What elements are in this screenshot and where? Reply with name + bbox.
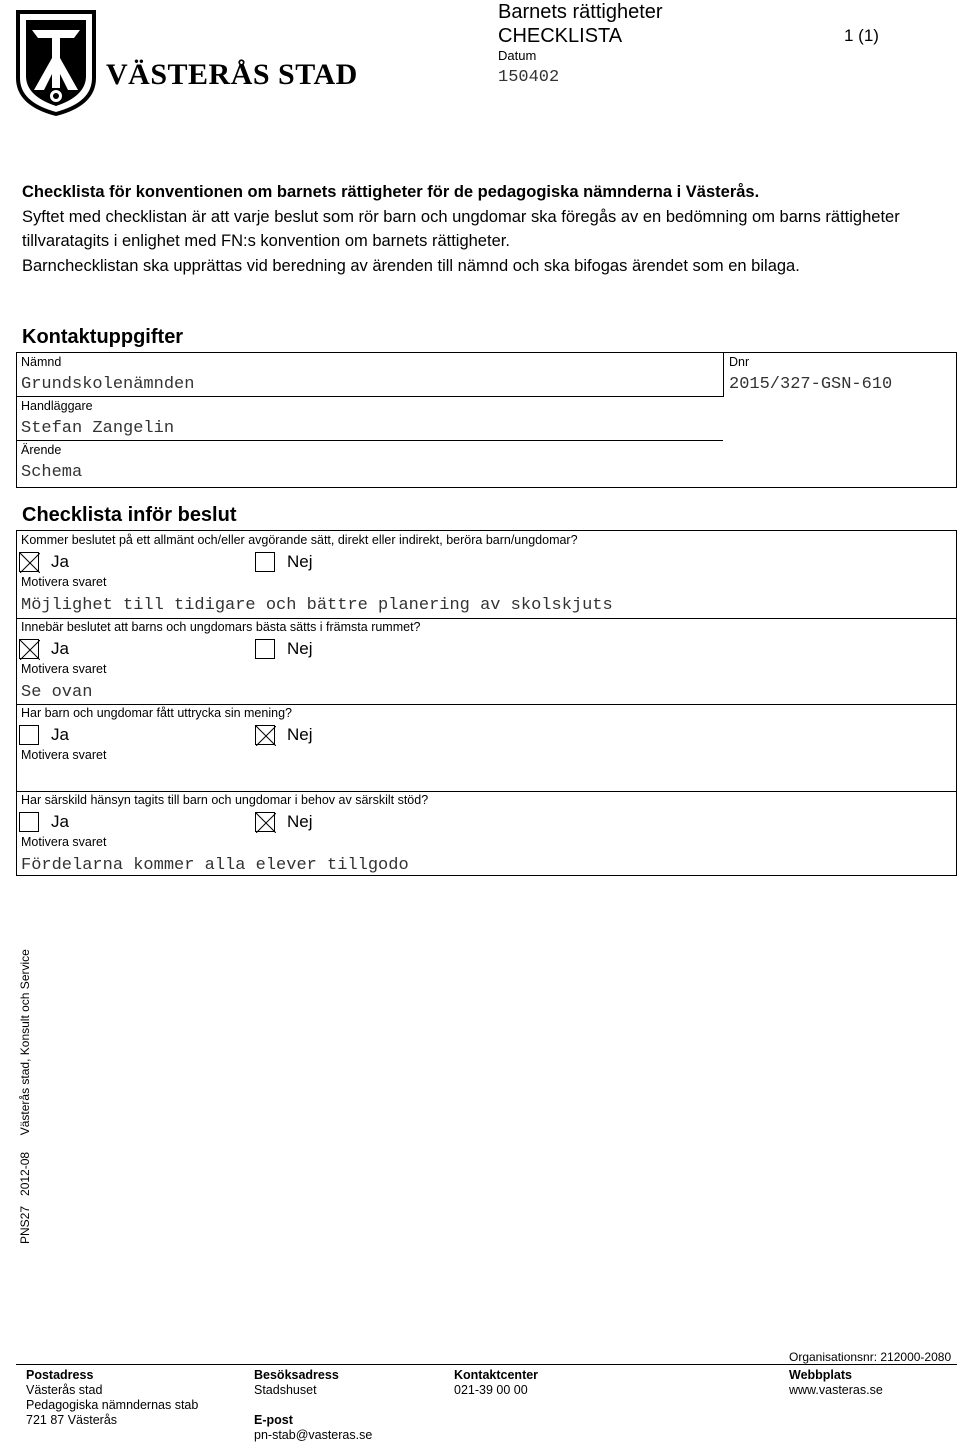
q3-yes-checkbox[interactable] bbox=[19, 725, 39, 745]
q3-no-checkbox[interactable] bbox=[255, 725, 275, 745]
divider bbox=[17, 618, 956, 619]
q2-motivation[interactable]: Se ovan bbox=[21, 683, 93, 702]
q4-yes-label: Ja bbox=[51, 812, 69, 831]
dnr-value: 2015/327-GSN-610 bbox=[729, 375, 893, 394]
intro-instruction: Barnchecklistan ska upprättas vid beredning av ärenden till nämnd och ska bifogas ärendet som en bilaga. bbox=[22, 256, 800, 275]
document-subtitle: CHECKLISTA bbox=[498, 25, 623, 47]
q3-motivate-label: Motivera svaret bbox=[21, 748, 107, 762]
kontaktcenter-label: Kontaktcenter bbox=[454, 1368, 539, 1382]
handlaggare-value: Stefan Zangelin bbox=[21, 419, 175, 438]
intro-heading: Checklista för konventionen om barnets rättigheter för de pedagogiska nämnderna i Västerås. bbox=[22, 183, 760, 201]
org-number: Organisationsnr: 212000-2080 bbox=[789, 1350, 952, 1364]
q4-motivate-label: Motivera svaret bbox=[21, 835, 107, 849]
date-value: 150402 bbox=[498, 68, 560, 87]
q1-motivation[interactable]: Möjlighet till tidigare och bättre planering av skolskjuts bbox=[21, 596, 613, 615]
page-number: 1 (1) bbox=[844, 26, 879, 45]
postadress-line-3: 721 87 Västerås bbox=[26, 1413, 118, 1427]
dnr-label: Dnr bbox=[729, 355, 750, 369]
checklist-table bbox=[16, 530, 957, 876]
checked-x-icon bbox=[20, 553, 40, 573]
checked-x-icon bbox=[256, 726, 276, 746]
dnr-field[interactable] bbox=[725, 353, 955, 397]
intro-text bbox=[22, 180, 942, 278]
q1-yes-checkbox[interactable] bbox=[19, 552, 39, 572]
q4-motivation[interactable]: Fördelarna kommer alla elever tillgodo bbox=[21, 856, 409, 875]
besoksadress-line-1: Stadshuset bbox=[254, 1383, 317, 1397]
q4-no-checkbox[interactable] bbox=[255, 812, 275, 832]
contact-heading: Kontaktuppgifter bbox=[22, 326, 184, 348]
q4-yes-checkbox[interactable] bbox=[19, 812, 39, 832]
org-wordmark: VÄSTERÅS STAD bbox=[106, 58, 358, 91]
q3-yes-label: Ja bbox=[51, 725, 69, 744]
q4-no-option[interactable] bbox=[255, 812, 313, 832]
q2-yes-checkbox[interactable] bbox=[19, 639, 39, 659]
footer-postadress bbox=[26, 1368, 198, 1428]
postadress-label: Postadress bbox=[26, 1368, 94, 1382]
date-label: Datum bbox=[498, 48, 537, 63]
checked-x-icon bbox=[20, 640, 40, 660]
question-4: Har särskild hänsyn tagits till barn och ungdomar i behov av särskilt stöd? bbox=[21, 793, 429, 807]
column-divider bbox=[723, 353, 724, 397]
handlaggare-label: Handläggare bbox=[21, 399, 93, 413]
q1-yes-label: Ja bbox=[51, 552, 69, 571]
question-2: Innebär beslutet att barns och ungdomars bästa sätts i främsta rummet? bbox=[21, 620, 421, 634]
footer-kontaktcenter bbox=[454, 1368, 538, 1398]
arende-field[interactable] bbox=[17, 441, 723, 485]
namnd-field[interactable] bbox=[17, 353, 723, 397]
side-form-id: PNS27 2012-08 Västerås stad, Konsult och Service bbox=[18, 949, 32, 1244]
epost-link[interactable]: pn-stab@vasteras.se bbox=[254, 1428, 373, 1442]
divider bbox=[17, 791, 956, 792]
footer-besoksadress bbox=[254, 1368, 372, 1443]
intro-purpose: Syftet med checklistan är att varje beslut som rör barn och ungdomar ska föregås av en bedömning om barns rättigheter tillvaratagits i enlighet med FN:s konvention om barnets rättigheter. bbox=[22, 207, 900, 250]
contact-table bbox=[16, 352, 957, 488]
namnd-value: Grundskolenämnden bbox=[21, 375, 195, 394]
q1-motivate-label: Motivera svaret bbox=[21, 575, 107, 589]
webbplats-label: Webbplats bbox=[789, 1368, 852, 1382]
q2-no-option[interactable] bbox=[255, 639, 313, 659]
arende-label: Ärende bbox=[21, 443, 62, 457]
q2-yes-label: Ja bbox=[51, 639, 69, 658]
q4-yes-option[interactable] bbox=[19, 812, 69, 832]
q1-no-label: Nej bbox=[287, 552, 313, 571]
epost-label: E-post bbox=[254, 1413, 293, 1427]
q1-no-checkbox[interactable] bbox=[255, 552, 275, 572]
namnd-label: Nämnd bbox=[21, 355, 62, 369]
q2-yes-option[interactable] bbox=[19, 639, 69, 659]
q4-no-label: Nej bbox=[287, 812, 313, 831]
arende-value: Schema bbox=[21, 463, 83, 482]
webbplats-link[interactable]: www.vasteras.se bbox=[789, 1383, 883, 1397]
question-1: Kommer beslutet på ett allmänt och/eller avgörande sätt, direkt eller indirekt, beröra barn/ungdomar? bbox=[21, 533, 578, 547]
postadress-line-1: Västerås stad bbox=[26, 1383, 103, 1397]
divider bbox=[17, 704, 956, 705]
q2-motivate-label: Motivera svaret bbox=[21, 662, 107, 676]
checklist-heading: Checklista inför beslut bbox=[22, 504, 237, 526]
q1-yes-option[interactable] bbox=[19, 552, 69, 572]
q1-no-option[interactable] bbox=[255, 552, 313, 572]
q2-no-label: Nej bbox=[287, 639, 313, 658]
q2-no-checkbox[interactable] bbox=[255, 639, 275, 659]
handlaggare-field[interactable] bbox=[17, 397, 723, 441]
document-title: Barnets rättigheter bbox=[498, 1, 663, 23]
q3-no-label: Nej bbox=[287, 725, 313, 744]
footer-webbplats bbox=[789, 1368, 883, 1398]
checked-x-icon bbox=[256, 813, 276, 833]
q3-no-option[interactable] bbox=[255, 725, 313, 745]
kontaktcenter-phone: 021-39 00 00 bbox=[454, 1383, 528, 1397]
postadress-line-2: Pedagogiska nämndernas stab bbox=[26, 1398, 199, 1412]
question-3: Har barn och ungdomar fått uttrycka sin mening? bbox=[21, 706, 292, 720]
besoksadress-label: Besöksadress bbox=[254, 1368, 339, 1382]
footer-divider bbox=[16, 1364, 957, 1365]
q3-yes-option[interactable] bbox=[19, 725, 69, 745]
